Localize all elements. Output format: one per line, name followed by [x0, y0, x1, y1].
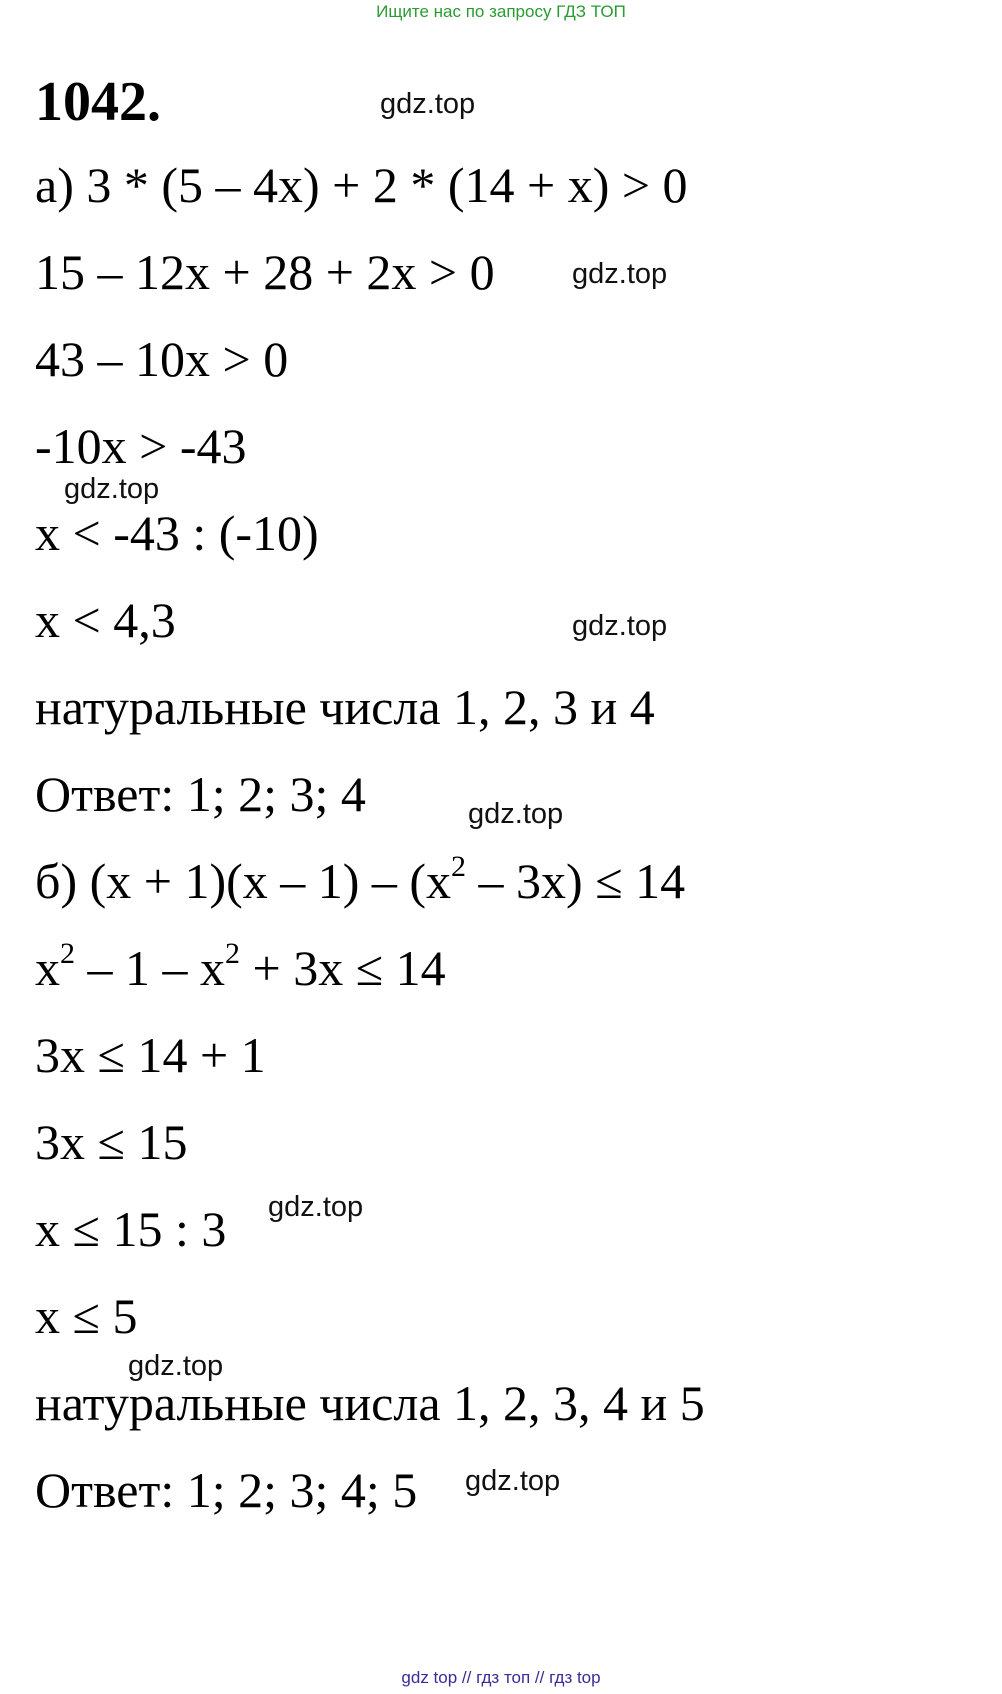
watermark: gdz.top	[572, 258, 668, 290]
solution-line	[35, 852, 685, 910]
expr-text: + 3x ≤ 14	[240, 940, 446, 996]
watermark: gdz.top	[465, 1465, 561, 1497]
watermark: gdz.top	[572, 610, 668, 642]
answer-line: Ответ: 1; 2; 3; 4	[35, 766, 366, 822]
exponent: 2	[451, 850, 467, 883]
solution-line: x < 4,3	[35, 592, 176, 648]
watermark: gdz.top	[468, 798, 564, 830]
solution-line: x ≤ 5	[35, 1288, 138, 1344]
footer-links[interactable]: gdz top // гдз топ // гдз top	[401, 1668, 601, 1687]
search-banner-link[interactable]: Ищите нас по запросу ГДЗ ТОП	[376, 2, 626, 21]
solution-line: 15 – 12x + 28 + 2x > 0	[35, 244, 495, 300]
exponent: 2	[225, 937, 240, 970]
expr-text: б) (x + 1)(x – 1) – (x	[35, 853, 452, 909]
exponent: 2	[60, 937, 75, 970]
watermark: gdz.top	[268, 1191, 364, 1223]
expr-text: – 1 – x	[75, 940, 225, 996]
watermark: gdz.top	[380, 88, 476, 120]
expr-text: – 3x) ≤ 14	[466, 853, 686, 909]
solution-line: -10x > -43	[35, 418, 247, 474]
solution-line: x < -43 : (-10)	[35, 505, 319, 561]
problem-number: 1042.	[35, 71, 161, 133]
solution-line: 3x ≤ 14 + 1	[35, 1027, 266, 1083]
natural-numbers-line: натуральные числа 1, 2, 3 и 4	[35, 679, 655, 735]
watermark: gdz.top	[128, 1350, 224, 1382]
solution-line: а) 3 * (5 – 4x) + 2 * (14 + x) > 0	[35, 157, 688, 213]
watermark: gdz.top	[64, 473, 160, 505]
expr-text: x	[35, 940, 60, 996]
solution-line: 43 – 10x > 0	[35, 331, 289, 387]
solution-line: 3x ≤ 15	[35, 1114, 188, 1170]
answer-line: Ответ: 1; 2; 3; 4; 5	[35, 1462, 418, 1518]
solution-line: x ≤ 15 : 3	[35, 1201, 227, 1257]
natural-numbers-line: натуральные числа 1, 2, 3, 4 и 5	[35, 1375, 705, 1431]
solution-line	[35, 939, 446, 997]
